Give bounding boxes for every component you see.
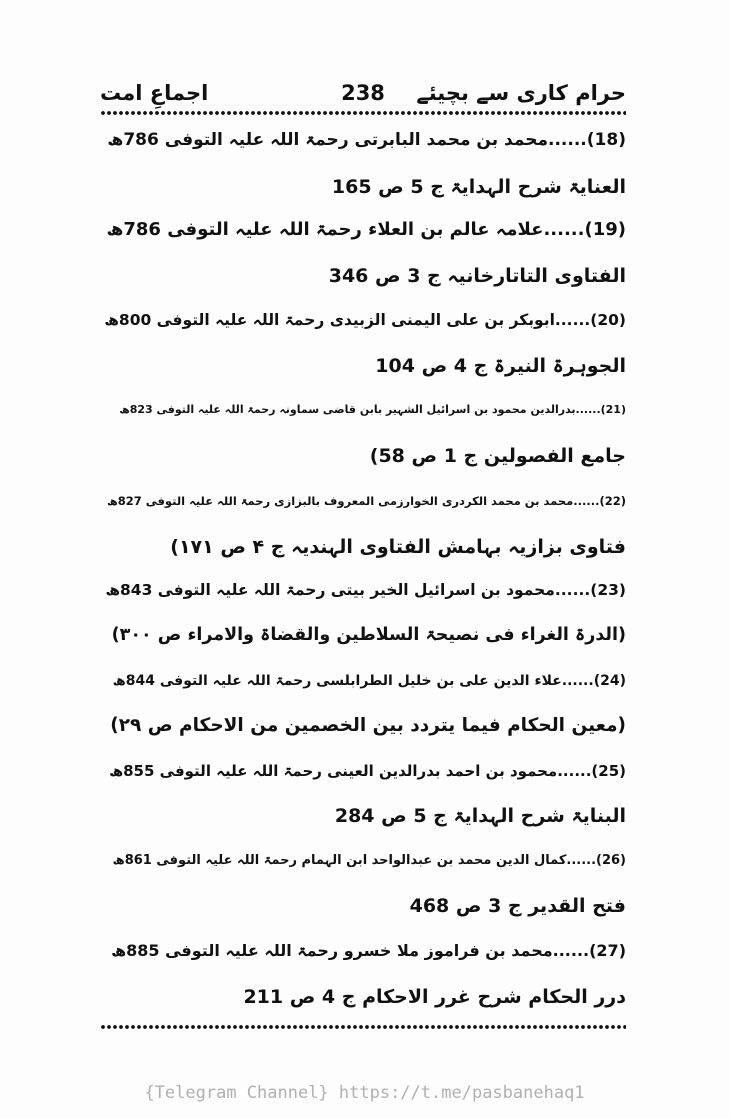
entry-line: (20)......ابوبکر بن علی الیمنی الزبیدی رحمۃ اللہ علیہ التوفی 800ھ <box>104 311 626 329</box>
source-line: فتح القدیر ج 3 ص 468 <box>409 895 626 917</box>
entry-line: (21)......بدرالدین محمود بن اسرائیل الشہیر بابن قاضی سماونہ رحمۃ اللہ علیہ التوفی 823ھ <box>119 403 626 416</box>
entry-line: (26)......کمال الدین محمد بن عبدالواحد ابن الہمام رحمۃ اللہ علیہ التوفی 861ھ <box>112 853 626 868</box>
entry-line: (22)......محمد بن محمد الکردری الخوارزمی المعروف بالبزازی رحمۃ اللہ علیہ التوفی 827ھ <box>106 494 626 508</box>
source-line: (معین الحکام فیما یتردد بین الخصمین من الاحکام ص ۲۹) <box>110 715 626 736</box>
source-line: جامع الفصولین ج 1 ص 58) <box>369 445 626 467</box>
source-line: الفتاوی التاتارخانیہ ج 3 ص 346 <box>328 265 626 287</box>
entry-line: (27)......محمد بن فراموز ملا خسرو رحمۃ اللہ علیہ التوفی 885ھ <box>111 941 626 960</box>
header-dotted-rule <box>100 110 626 116</box>
entry-line: (24)......علاء الدین علی بن خلیل الطرابلسی رحمۃ اللہ علیہ التوفی 844ھ <box>112 673 626 689</box>
book-title: حرام کاری سے بچیئے <box>416 81 626 105</box>
page-number: 238 <box>341 81 385 105</box>
chapter-title: اجماعِ امت <box>100 81 209 105</box>
footer-dotted-rule <box>100 1024 626 1030</box>
watermark-text: {Telegram Channel} https://t.me/pasbanehaq1 <box>144 1083 585 1103</box>
entry-line: (23)......محمود بن اسرائیل الخیر بیتی رحمۃ اللہ علیہ التوفی 843ھ <box>105 581 626 599</box>
entry-line: (25)......محمود بن احمد بدرالدین العینی رحمۃ اللہ علیہ التوفی 855ھ <box>109 762 626 780</box>
source-line: الجوہرۃ النیرۃ ج 4 ص 104 <box>375 355 626 377</box>
source-line: (الدرۃ الغراء فی نصیحۃ السلاطین والقضاۃ والامراء ص ۳۰۰) <box>111 625 626 645</box>
entry-line: (19)......علامہ عالم بن العلاء رحمۃ اللہ علیہ التوفی 786ھ <box>106 219 626 240</box>
source-line: درر الحکام شرح غرر الاحکام ج 4 ص 211 <box>243 986 626 1008</box>
source-line: فتاوی بزازیہ بہامش الفتاوی الہندیہ ج ۴ ص ۱۷۱) <box>170 536 626 558</box>
source-line: البنایۃ شرح الہدایۃ ج 5 ص 284 <box>334 805 626 827</box>
entry-line: (18)......محمد بن محمد البابرتی رحمۃ اللہ علیہ التوفی 786ھ <box>107 130 626 150</box>
source-line: العنایۃ شرح الہدایۃ ج 5 ص 165 <box>331 176 626 198</box>
page-header <box>100 78 626 108</box>
